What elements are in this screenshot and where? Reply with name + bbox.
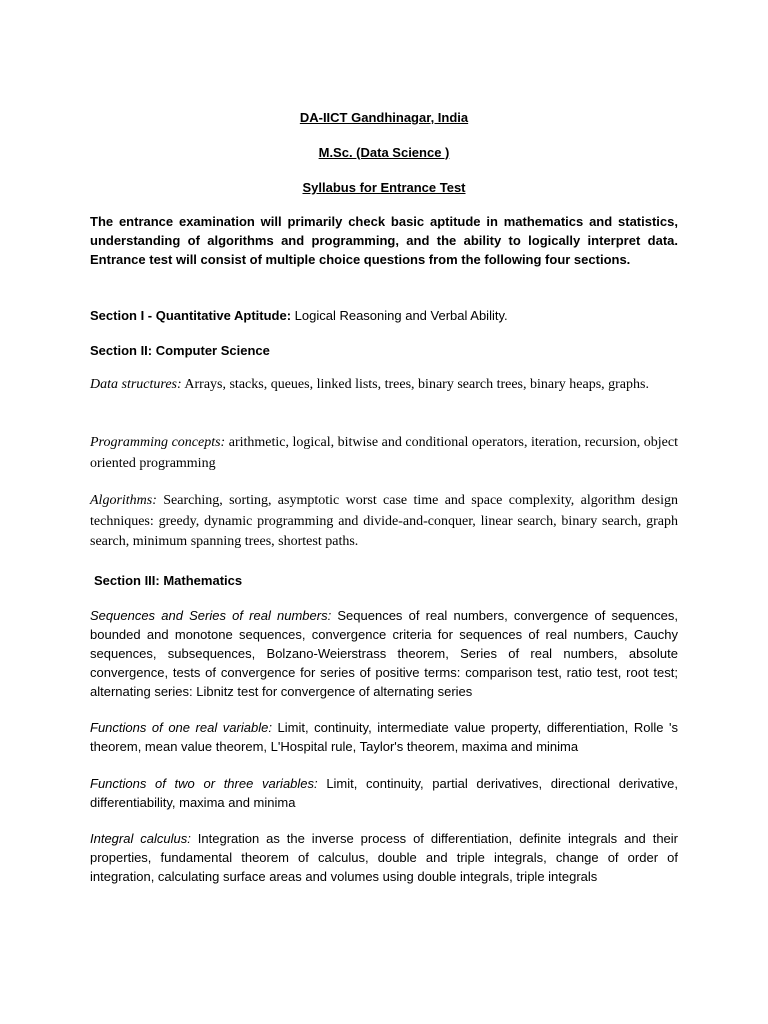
integral-calculus-paragraph: [90, 829, 678, 886]
programming-concepts-paragraph: [90, 433, 678, 474]
syllabus-title: Syllabus for Entrance Test: [302, 180, 466, 195]
programming-concepts-text: arithmetic, logical, bitwise and conditional operators, iteration, recursion, object oriented programming: [90, 435, 678, 471]
data-structures-paragraph: [90, 375, 678, 396]
section-1-paragraph: [90, 306, 678, 325]
section-2-heading: Section II: Computer Science: [90, 343, 270, 358]
sequences-label: Sequences and Series of real numbers:: [90, 608, 332, 623]
integral-calculus-label: Integral calculus:: [90, 831, 191, 846]
section-3-heading: Section III: Mathematics: [94, 573, 243, 588]
two-variables-label: Functions of two or three variables:: [90, 776, 318, 791]
section-1-text: Logical Reasoning and Verbal Ability.: [291, 308, 508, 323]
data-structures-text: Arrays, stacks, queues, linked lists, trees, binary search trees, binary heaps, graphs.: [181, 377, 649, 392]
data-structures-label: Data structures:: [90, 377, 182, 392]
algorithms-label: Algorithms:: [90, 493, 157, 508]
programming-concepts-label: Programming concepts:: [90, 435, 226, 450]
algorithms-paragraph: [90, 491, 678, 553]
one-variable-label: Functions of one real variable:: [90, 720, 272, 735]
sequences-text: Sequences of real numbers, convergence of sequences, bounded and monotone sequences, convergence criteria for sequences of real numbers, Cauchy sequences, subsequences, Bolzano-Weierstrass theorem, Series of real numbers, absolute convergence, tests of convergence for series of positive terms: comparison test, ratio test, root test; alternating series: Libnitz test for convergence of alternating series: [90, 608, 678, 699]
document-page: [90, 0, 678, 1024]
integral-calculus-text: Integration as the inverse process of differentiation, definite integrals and their properties, fundamental theorem of calculus, double and triple integrals, change of order of integration, calculating surface areas and volumes using double integrals, triple integrals: [90, 831, 678, 884]
two-variables-paragraph: [90, 774, 678, 812]
one-variable-paragraph: [90, 718, 678, 756]
two-variables-text: Limit, continuity, partial derivatives, directional derivative, differentiability, maxima and minima: [90, 776, 678, 810]
program-heading: M.Sc. (Data Science ): [318, 145, 450, 160]
institute-heading: DA-IICT Gandhinagar, India: [299, 110, 469, 125]
sequences-paragraph: [90, 606, 678, 701]
section-1-heading: Section I - Quantitative Aptitude:: [90, 308, 292, 323]
one-variable-text: Limit, continuity, intermediate value property, differentiation, Rolle 's theorem, mean value theorem, L'Hospital rule, Taylor's theorem, maxima and minima: [90, 720, 678, 754]
algorithms-text: Searching, sorting, asymptotic worst case time and space complexity, algorithm design techniques: greedy, dynamic programming and divide-and-conquer, linear search, binary search, graph search, minimum spanning trees, shortest paths.: [90, 493, 678, 549]
intro-paragraph: The entrance examination will primarily check basic aptitude in mathematics and statistics, understanding of algorithms and programming, and the ability to logically interpret data. Entrance test will consist of multiple choice questions from the following four sections.: [90, 214, 678, 267]
